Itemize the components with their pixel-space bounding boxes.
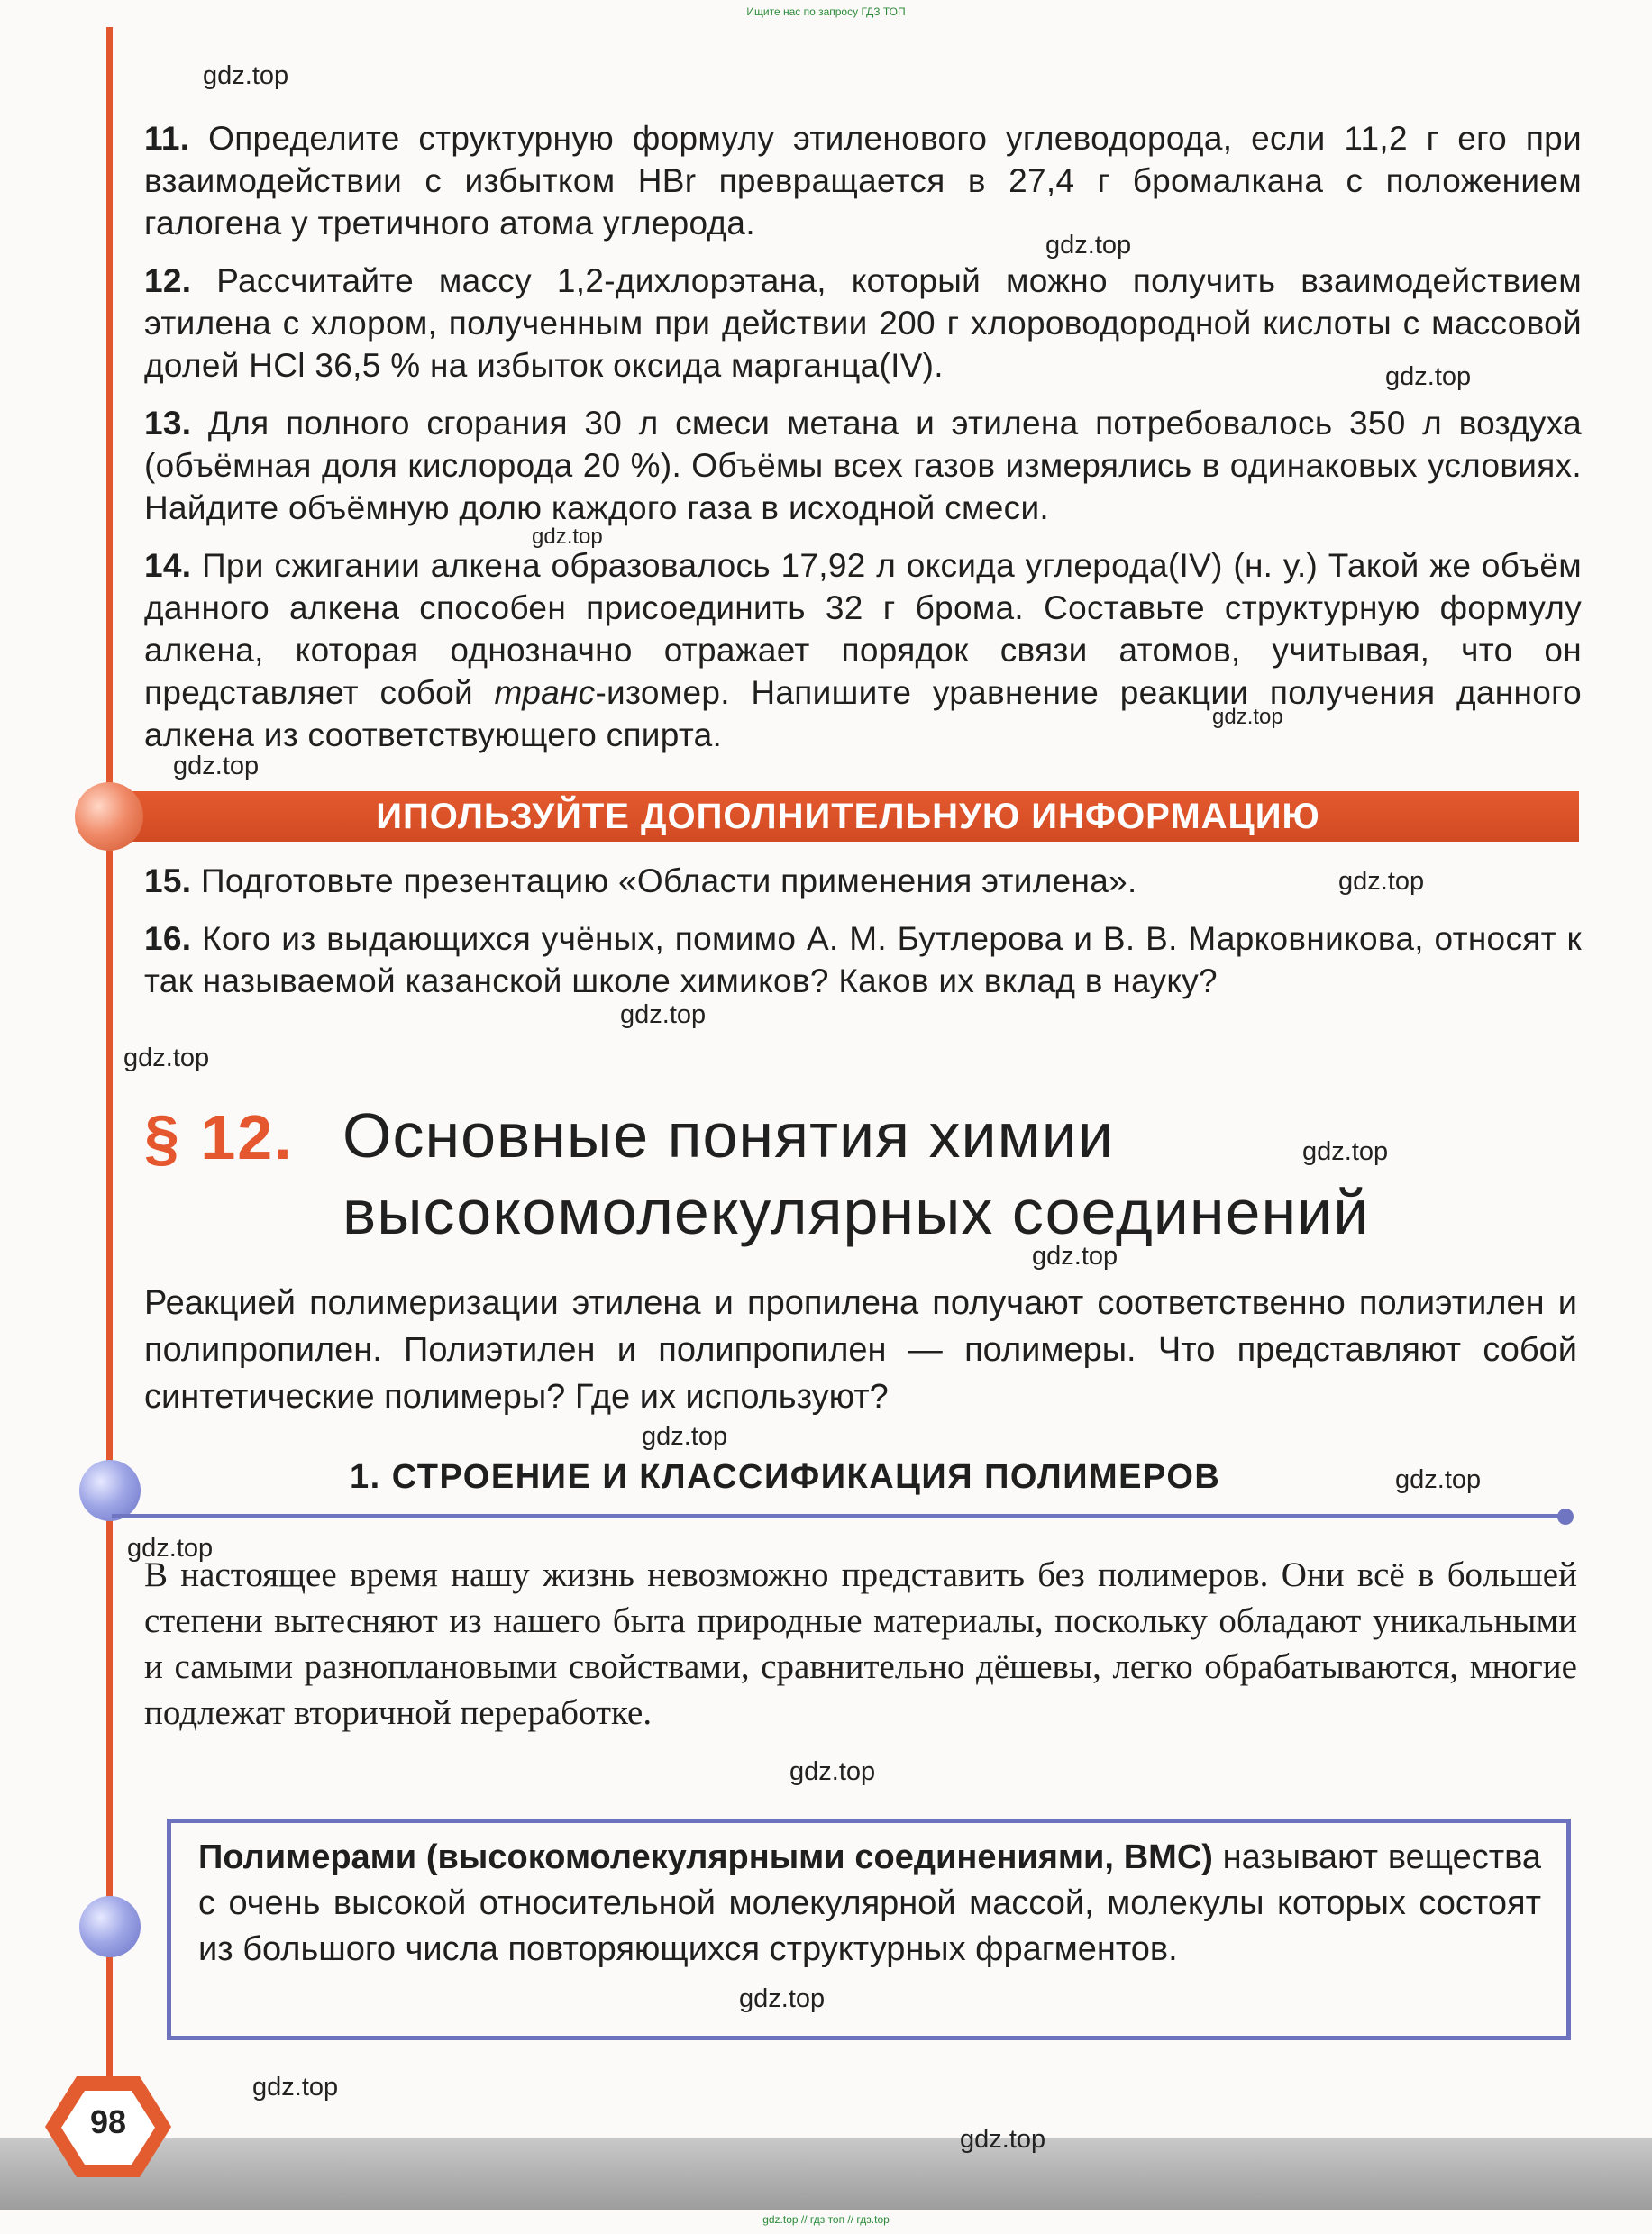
info-banner-text: ИПОЛЬЗУЙТЕ ДОПОЛНИТЕЛЬНУЮ ИНФОРМАЦИЮ [376, 797, 1320, 836]
watermark: gdz.top [203, 61, 289, 90]
watermark: gdz.top [532, 524, 603, 549]
watermark: gdz.top [173, 752, 260, 780]
watermark: gdz.top [789, 1757, 876, 1786]
margin-line [106, 27, 113, 2109]
bottom-band [0, 2138, 1652, 2210]
watermark: gdz.top [1032, 1242, 1118, 1271]
section-title [342, 1098, 1369, 1251]
task-16 [144, 917, 1582, 1002]
watermark: gdz.top [642, 1422, 728, 1451]
watermark: gdz.top [1338, 867, 1425, 896]
watermark: gdz.top [960, 2125, 1046, 2154]
body-paragraph: В настоящее время нашу жизнь невозможно представить без полимеров. Они всё в большей степени вытесняют из нашего быта природные материалы, поскольку обладают уникальными и самыми разноплановыми свойствами, сравнительно дёшевы, легко обрабатываются, многие подлежат вторичной переработке. [144, 1555, 1577, 1732]
task-11 [144, 117, 1582, 244]
definition-text [198, 1835, 1541, 1973]
definition-term: Полимерами (высокомолекулярными соединениями, ВМС) [198, 1838, 1213, 1876]
subsection-title: 1. СТРОЕНИЕ И КЛАССИФИКАЦИЯ ПОЛИМЕРОВ [350, 1458, 1221, 1496]
task-text: При сжигании алкена образовалось 17,92 л оксида углерода(IV) (н. у.) Такой же объём данного алкена способен присоединить 32 г брома. Составьте структурную формулу алкена, которая однозначно отражает порядок связи атомов, учитывая, что он представляет собой [144, 547, 1582, 711]
watermark: gdz.top [1212, 705, 1283, 729]
task-number: 13. [144, 405, 192, 442]
task-number: 12. [144, 262, 192, 299]
task-text-italic: транс [494, 674, 596, 711]
watermark: gdz.top [739, 1984, 826, 2013]
orange-ball-marker [75, 782, 143, 851]
task-13 [144, 402, 1582, 529]
section-title-line: высокомолекулярных соединений [342, 1177, 1370, 1247]
page-number: 98 [89, 2103, 127, 2140]
subsection-underline [112, 1514, 1570, 1518]
watermark: gdz.top [1385, 362, 1472, 391]
watermark: gdz.top [252, 2073, 339, 2102]
task-number: 11. [144, 120, 190, 157]
task-text: Кого из выдающихся учёных, помимо А. М. Бутлерова и В. В. Марковникова, относят к так называемой казанской школе химиков? Каков их вклад в науку? [144, 920, 1582, 999]
watermark: gdz.top [620, 1000, 707, 1029]
watermark: gdz.top [1045, 231, 1132, 260]
task-number: 16. [144, 920, 192, 957]
intro-paragraph: Реакцией полимеризации этилена и пропилена получают соответственно полиэтилен и полипропилен. Полиэтилен и полипропилен — полимеры. Что представляют собой синтетические полимеры? Где их используют? [144, 1284, 1577, 1416]
task-text: -изомер. Напишите уравнение реакции получения данного алкена из соответствующего спирта. [144, 674, 1582, 753]
task-text: Подготовьте презентацию «Области применения этилена». [200, 862, 1137, 899]
task-12 [144, 260, 1582, 387]
blue-ball-marker [79, 1896, 141, 1957]
definition-body: называют вещества с очень высокой относительной молекулярной массой, молекулы которых состоят из большого числа повторяющихся структурных фрагментов. [198, 1838, 1541, 1968]
task-text: Рассчитайте массу 1,2-дихлорэтана, который можно получить взаимодействием этилена с хлором, полученным при действии 200 г хлороводородной кислоты с массовой долей HCl 36,5 % на избыток оксида марганца(IV). [144, 262, 1582, 384]
bottom-footer-note: gdz.top // гдз топ // гдз.top [762, 2213, 890, 2226]
section-title-line: Основные понятия химии [342, 1100, 1114, 1171]
task-text: Определите структурную формулу этиленового углеводорода, если 11,2 г его при взаимодействии с избытком HBr превращается в 27,4 г бромалкана с положением галогена у третичного атома углерода. [144, 120, 1582, 242]
task-number: 15. [144, 862, 192, 899]
section-number: § 12. [144, 1102, 294, 1172]
task-number: 14. [144, 547, 192, 584]
task-text: Для полного сгорания 30 л смеси метана и этилена потребовалось 350 л воздуха (объёмная доля кислорода 20 %). Объёмы всех газов измерялись в одинаковых условиях. Найдите объёмную долю каждого газа в исходной смеси. [144, 405, 1582, 526]
watermark: gdz.top [127, 1534, 214, 1563]
underline-end-dot [1557, 1509, 1574, 1525]
blue-ball-marker [79, 1460, 141, 1521]
top-search-note: Ищите нас по запросу ГДЗ ТОП [746, 5, 906, 18]
watermark: gdz.top [1302, 1137, 1389, 1166]
watermark: gdz.top [123, 1044, 210, 1072]
task-14 [144, 544, 1582, 756]
watermark: gdz.top [1395, 1465, 1482, 1494]
